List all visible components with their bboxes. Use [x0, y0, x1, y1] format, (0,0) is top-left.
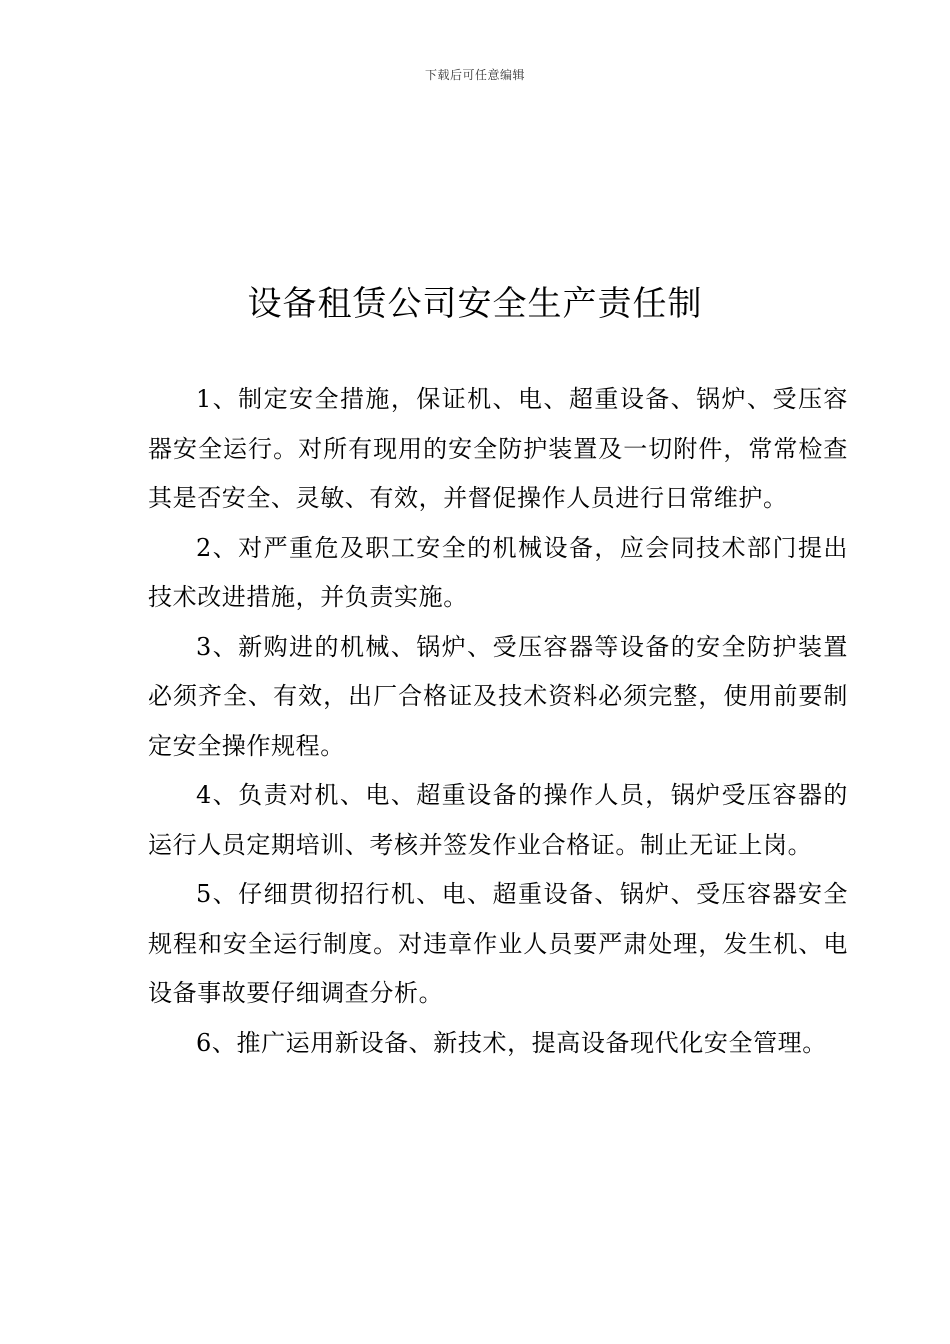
document-body — [148, 375, 848, 1068]
header-note: 下载后可任意编辑 — [424, 68, 525, 82]
paragraph-5: 5、仔细贯彻招行机、电、超重设备、锅炉、受压容器安全规程和安全运行制度。对违章作业人员要严肃处理，发生机、电设备事故要仔细调查分析。 — [148, 880, 848, 1007]
paragraph-1: 1、制定安全措施，保证机、电、超重设备、锅炉、受压容器安全运行。对所有现用的安全防护装置及一切附件，常常检查其是否安全、灵敏、有效，并督促操作人员进行日常维护。 — [148, 385, 848, 512]
paragraph-4: 4、负责对机、电、超重设备的操作人员，锅炉受压容器的运行人员定期培训、考核并签发作业合格证。制止无证上岗。 — [148, 781, 848, 859]
paragraph-3: 3、新购进的机械、锅炉、受压容器等设备的安全防护装置必须齐全、有效，出厂合格证及技术资料必须完整，使用前要制定安全操作规程。 — [148, 632, 848, 760]
paragraph-6: 6、推广运用新设备、新技术，提高设备现代化安全管理。 — [196, 1028, 827, 1057]
document-title: 设备租赁公司安全生产责任制 — [247, 284, 703, 324]
paragraph-2: 2、对严重危及职工安全的机械设备，应会同技术部门提出 技术改进措施，并负责实施。 — [148, 533, 848, 611]
